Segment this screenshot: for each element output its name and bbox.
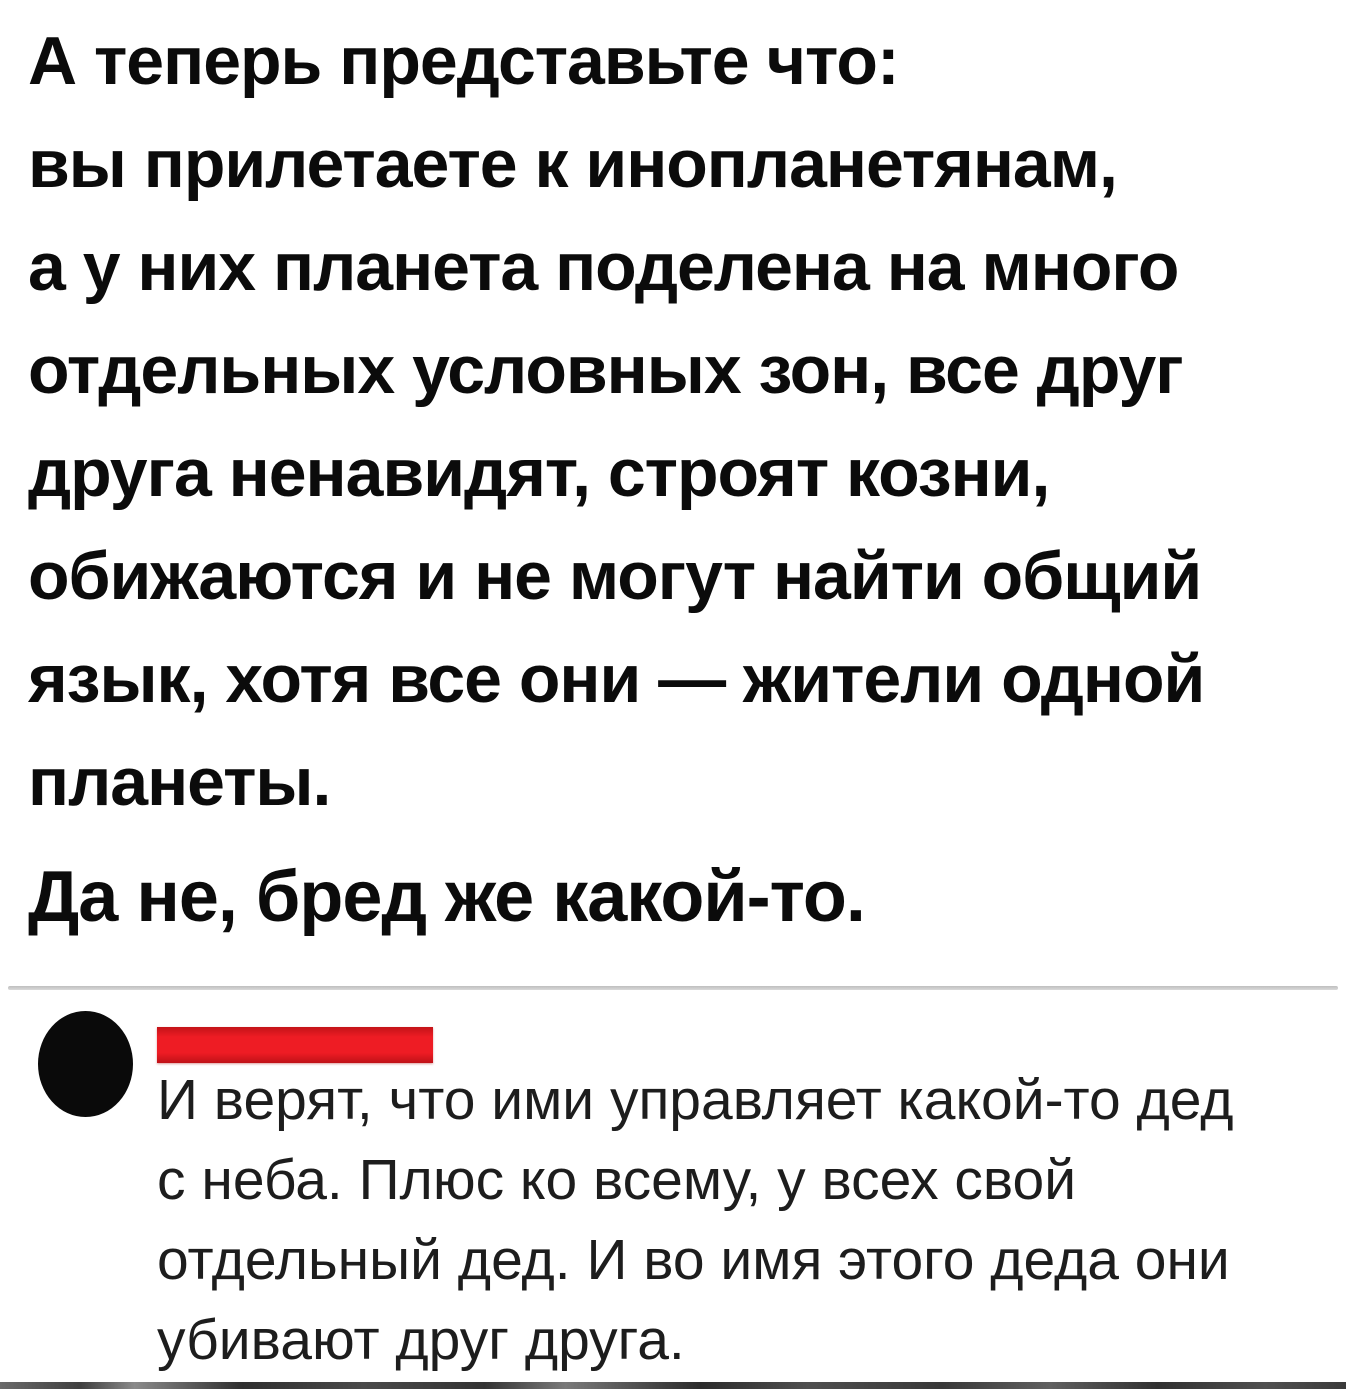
redacted-username-bar bbox=[157, 1027, 433, 1063]
post-line: язык, хотя все они — жители одной bbox=[28, 641, 1205, 717]
post-line: отдельных условных зон, все друг bbox=[28, 332, 1183, 408]
post-line: вы прилетаете к инопланетянам, bbox=[28, 126, 1117, 202]
post-line: А теперь представьте что: bbox=[28, 23, 899, 99]
cropped-bottom-edge-strip bbox=[0, 1382, 1346, 1389]
comment-text bbox=[157, 1060, 1346, 1380]
post-punchline: Да не, бред же какой-то. bbox=[28, 857, 865, 937]
comment-line: с неба. Плюс ко всему, у всех свой bbox=[157, 1148, 1077, 1212]
commenter-avatar[interactable] bbox=[38, 1011, 133, 1117]
comment-line: отдельный дед. И во имя этого деда они bbox=[157, 1228, 1230, 1292]
post-line: планеты. bbox=[28, 744, 331, 820]
post-text bbox=[28, 10, 1346, 834]
comment-line: И верят, что ими управляет какой-то дед bbox=[157, 1068, 1234, 1132]
comment-line: убивают друг друга. bbox=[157, 1308, 685, 1372]
comment-divider bbox=[8, 986, 1338, 990]
post-line: а у них планета поделена на много bbox=[28, 229, 1179, 305]
post-line: друга ненавидят, строят козни, bbox=[28, 435, 1050, 511]
post-line: обижаются и не могут найти общий bbox=[28, 538, 1202, 614]
